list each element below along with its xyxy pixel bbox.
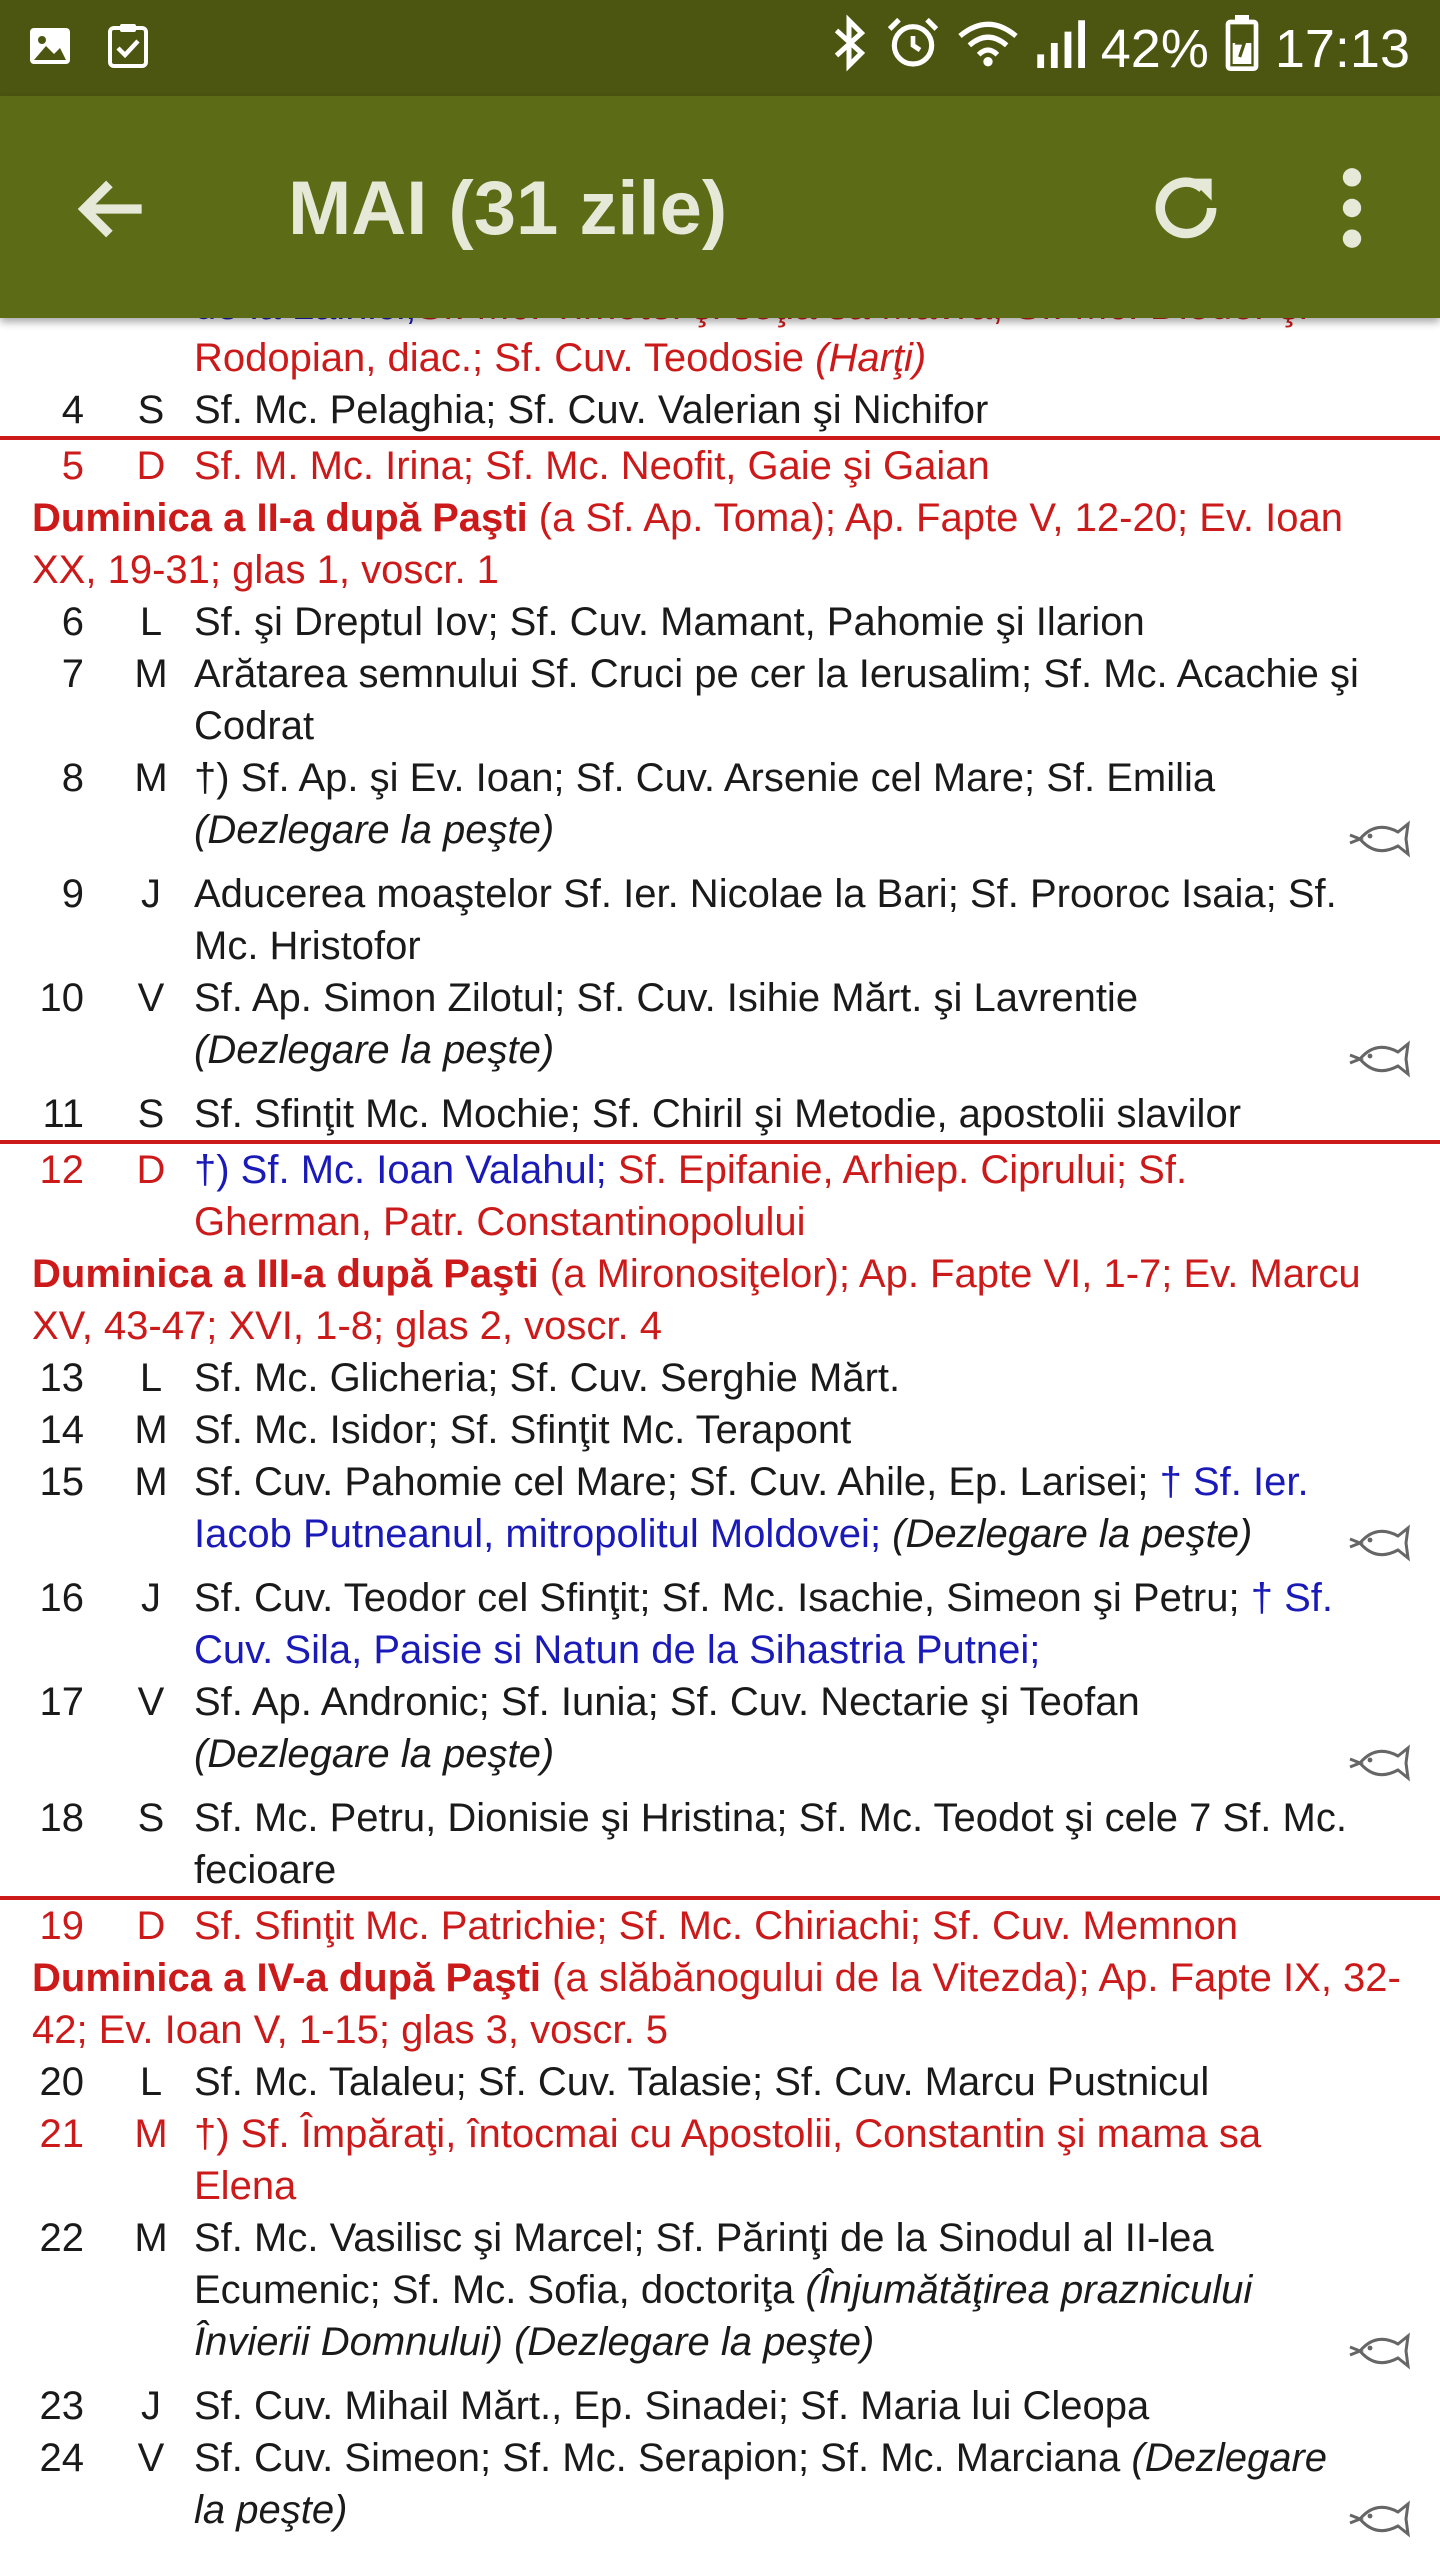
day-saints: Arătarea semnului Sf. Cruci pe cer la Ierusalim; Sf. Mc. Acachie şi Codrat	[194, 652, 1359, 748]
calendar-row-10[interactable]	[0, 972, 1440, 1076]
calendar-row-12[interactable]	[0, 1140, 1440, 1248]
day-letter: J	[141, 2384, 161, 2428]
day-number: 5	[61, 444, 84, 488]
calendar-row-21[interactable]	[0, 2108, 1440, 2212]
sunday-title: Duminica a IV-a după Paşti	[32, 1956, 542, 2000]
sunday-readings: (a Mironosiţelor); Ap. Fapte VI, 1-7; Ev. Marcu XV, 43-47; XVI, 1-8; glas 2, voscr. 4	[32, 1252, 1361, 1348]
day-number: 22	[39, 2216, 84, 2260]
fasting-note: (Dezlegare la peşte)	[194, 1028, 555, 1072]
battery-percent: 42%	[1100, 19, 1209, 79]
fasting-note: (Înjumătăţirea praznicului Învierii Domnului) (Dezlegare la peşte)	[194, 2268, 1253, 2364]
day-saints: †) Sf. Ap. şi Ev. Ioan; Sf. Cuv. Arsenie cel Mare; Sf. Emilia	[194, 756, 1216, 800]
sunday-title: Duminica a III-a după Paşti	[32, 1252, 539, 1296]
calendar-row-4[interactable]	[0, 384, 1440, 436]
calendar-row-7[interactable]	[0, 648, 1440, 752]
day-saints: Sf. M. Mc. Irina; Sf. Mc. Neofit, Gaie şi Gaian	[194, 444, 990, 488]
saints-highlight: †) Sf. Mc. Ioan Valahul;	[194, 1148, 607, 1192]
image-icon	[26, 22, 74, 75]
calendar-row-13[interactable]	[0, 1352, 1440, 1404]
calendar-row-23[interactable]	[0, 2380, 1440, 2432]
day-number: 8	[61, 756, 84, 800]
calendar-row-9[interactable]	[0, 868, 1440, 972]
back-arrow-icon[interactable]	[70, 166, 156, 252]
day-number: 24	[39, 2436, 84, 2480]
day-letter: V	[137, 976, 165, 1020]
fasting-note: (Dezlegare la peşte)	[194, 1732, 555, 1776]
day-saints: Sf. Ap. Andronic; Sf. Iunia; Sf. Cuv. Nectarie şi Teofan	[194, 1680, 1140, 1724]
alarm-icon	[885, 15, 941, 84]
day-number: 23	[39, 2384, 84, 2428]
day-saints: Sf. Ap. Simon Zilotul; Sf. Cuv. Isihie Mărt. şi Lavrentie	[194, 976, 1139, 1020]
battery-icon	[1225, 15, 1259, 84]
signal-icon	[1035, 15, 1085, 84]
day-letter: S	[137, 388, 165, 432]
day-saints: Sf. şi Dreptul Iov; Sf. Cuv. Mamant, Pahomie şi Ilarion	[194, 600, 1145, 644]
day-number: 11	[42, 1092, 84, 1136]
day-letter: L	[139, 2060, 163, 2104]
day-saints: Sf. Mc. Glicheria; Sf. Cuv. Serghie Mărt.	[194, 1356, 901, 1400]
checkbox-icon	[104, 22, 152, 75]
fish-icon	[1346, 1520, 1412, 1566]
more-vert-icon[interactable]	[1322, 162, 1382, 254]
day-letter: M	[134, 756, 168, 800]
day-letter: S	[137, 1796, 165, 1840]
saints-highlight: † Sf. Ier. Iacob Putneanul, mitropolitul Moldovei;	[194, 1460, 1309, 1556]
fasting-note: (Dezlegare la peşte)	[194, 808, 555, 852]
day-saints: Sf. Sfinţit Mc. Patrichie; Sf. Mc. Chiriachi; Sf. Cuv. Memnon	[194, 1904, 1239, 1948]
fish-icon	[1346, 1036, 1412, 1082]
saints-highlight: † Sf. Cuv. Sila, Paisie si Natun de la Sihastria Putnei;	[194, 1576, 1333, 1672]
clock-time: 17:13	[1274, 19, 1410, 79]
app-bar	[0, 96, 1440, 318]
day-saints: †) Sf. Împăraţi, întocmai cu Apostolii, Constantin şi mama sa Elena	[194, 2112, 1262, 2208]
day-saints: Sf. Cuv. Simeon; Sf. Mc. Serapion; Sf. Mc. Marciana	[194, 2436, 1132, 2480]
saints-note: (Harţi)	[815, 336, 927, 380]
day-letter: V	[137, 1680, 165, 1724]
day-letter: D	[136, 444, 166, 488]
day-number: 7	[61, 652, 84, 696]
day-letter: S	[137, 1092, 165, 1136]
day-letter: M	[134, 2112, 168, 2156]
day-letter: M	[134, 652, 168, 696]
day-saints: Sf. Sfinţit Mc. Mochie; Sf. Chiril şi Metodie, apostolii slavilor	[194, 1092, 1242, 1136]
fish-icon	[1346, 2496, 1412, 2542]
day-saints: Sf. Cuv. Teodor cel Sfinţit; Sf. Mc. Isachie, Simeon şi Petru;	[194, 1576, 1251, 1620]
sunday-readings: (a slăbănogului de la Vitezda); Ap. Fapte IX, 32-42; Ev. Ioan V, 1-15; glas 3, voscr. 5	[32, 1956, 1401, 2052]
sunday-title: Duminica a II-a după Paşti	[32, 496, 528, 540]
day-saints: Sf. Mc. Petru, Dionisie şi Hristina; Sf. Mc. Teodot şi cele 7 Sf. Mc. fecioare	[194, 1796, 1347, 1892]
calendar-row-8[interactable]	[0, 752, 1440, 856]
day-number: 19	[39, 1904, 84, 1948]
day-number: 17	[39, 1680, 84, 1724]
day-saints: Sf. Mc. Talaleu; Sf. Cuv. Talasie; Sf. Cuv. Marcu Pustnicul	[194, 2060, 1210, 2104]
sunday-readings-19	[0, 1952, 1440, 2056]
calendar-row-14[interactable]	[0, 1404, 1440, 1456]
calendar-row-20[interactable]	[0, 2056, 1440, 2108]
day-letter: D	[136, 1904, 166, 1948]
sunday-readings-5	[0, 492, 1440, 596]
day-letter: L	[139, 1356, 163, 1400]
day-saints: Sf. Mc. Vasilisc şi Marcel; Sf. Părinţi de la Sinodul al II-lea Ecumenic; Sf. Mc. Sofia, doctoriţa	[194, 2216, 1214, 2312]
calendar-row-6[interactable]	[0, 596, 1440, 648]
calendar-row-19[interactable]	[0, 1896, 1440, 1952]
fish-icon	[1346, 1740, 1412, 1786]
calendar-row-5[interactable]	[0, 436, 1440, 492]
day-number: 6	[61, 600, 84, 644]
refresh-icon[interactable]	[1142, 164, 1230, 252]
day-letter: M	[134, 1460, 168, 1504]
sunday-readings-12	[0, 1248, 1440, 1352]
fish-icon	[1346, 2328, 1412, 2374]
page-title: MAI (31 zile)	[288, 166, 728, 251]
day-letter: M	[134, 1408, 168, 1452]
wifi-icon	[957, 15, 1019, 84]
day-saints: Sf. Cuv. Pahomie cel Mare; Sf. Cuv. Ahile, Ep. Larisei;	[194, 1460, 1160, 1504]
fasting-note: (Dezlegare la peşte)	[881, 1512, 1253, 1556]
calendar-row-16[interactable]	[0, 1572, 1440, 1676]
day-number: 18	[39, 1796, 84, 1840]
calendar-row-11[interactable]	[0, 1088, 1440, 1140]
day-number: 13	[39, 1356, 84, 1400]
day-letter: L	[139, 600, 163, 644]
day-letter: V	[137, 2436, 165, 2480]
calendar-list[interactable]	[0, 318, 1440, 2560]
day-number: 20	[39, 2060, 84, 2104]
calendar-row-15[interactable]	[0, 1456, 1440, 1560]
calendar-row-22[interactable]	[0, 2212, 1440, 2368]
day-letter: J	[141, 1576, 161, 1620]
saints-feast: Rodopian, diac.; Sf. Cuv. Teodosie	[194, 336, 804, 380]
calendar-row-17[interactable]	[0, 1676, 1440, 1780]
day-number: 15	[39, 1460, 84, 1504]
fasting-note: (Dezlegare la peşte)	[194, 2436, 1328, 2532]
day-number: 14	[39, 1408, 84, 1452]
day-saints: Aducerea moaştelor Sf. Ier. Nicolae la Bari; Sf. Prooroc Isaia; Sf. Mc. Hristofor	[194, 872, 1337, 968]
bluetooth-icon	[829, 13, 869, 86]
day-number: 4	[61, 388, 84, 432]
day-number: 12	[39, 1148, 84, 1192]
day-letter: M	[134, 2216, 168, 2260]
day-saints: Sf. Mc. Pelaghia; Sf. Cuv. Valerian şi Nichifor	[194, 388, 989, 432]
day-number: 9	[61, 872, 84, 916]
calendar-row-24[interactable]	[0, 2432, 1440, 2536]
day-number: 21	[39, 2112, 84, 2156]
day-number: 10	[39, 976, 84, 1020]
day-letter: D	[136, 1148, 166, 1192]
day-number: 16	[39, 1576, 84, 1620]
day-saints: Sf. Mc. Isidor; Sf. Sfinţit Mc. Terapont	[194, 1408, 852, 1452]
day-letter: J	[141, 872, 161, 916]
sunday-readings: (a Sf. Ap. Toma); Ap. Fapte V, 12-20; Ev. Ioan XX, 19-31; glas 1, voscr. 1	[32, 496, 1343, 592]
day-saints: Sf. Epifanie, Arhiep. Ciprului; Sf. Gherman, Patr. Constantinopolului	[194, 1148, 1188, 1244]
status-bar	[0, 0, 1440, 96]
day-saints: Sf. Cuv. Mihail Mărt., Ep. Sinadei; Sf. Maria lui Cleopa	[194, 2384, 1150, 2428]
fish-icon	[1346, 816, 1412, 862]
calendar-row-18[interactable]	[0, 1792, 1440, 1896]
